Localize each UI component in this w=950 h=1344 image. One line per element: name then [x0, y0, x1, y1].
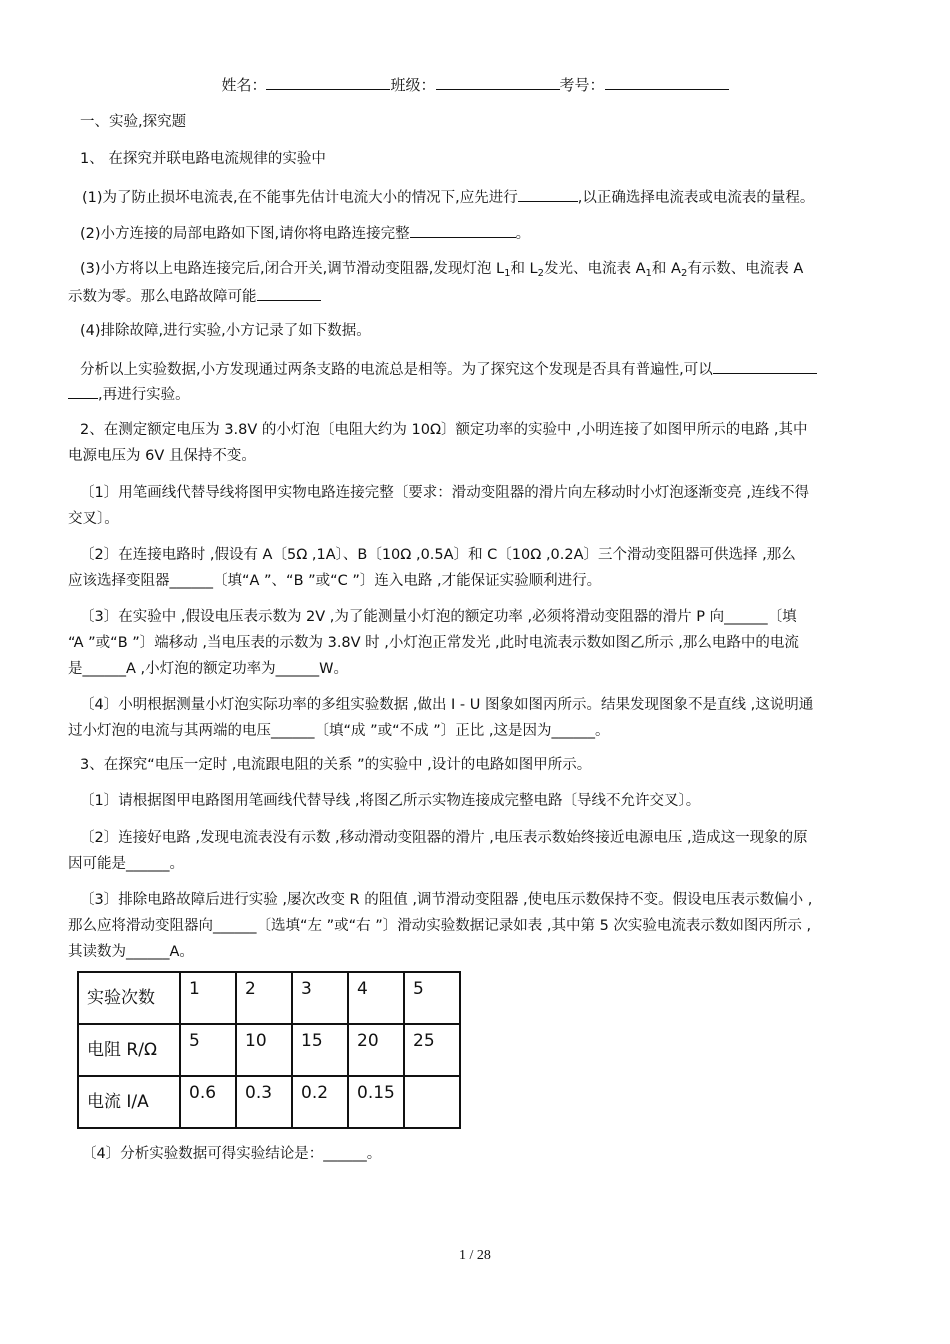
table-cell: 10: [236, 1024, 292, 1076]
q2-step4-line2: 过小灯泡的电流与其两端的电压______〔填“成 ”或“不成 ”〕正比 ,这是因为______。: [68, 723, 610, 739]
q3-intro: 3、在探究“电压一定时 ,电流跟电阻的关系 ”的实验中 ,设计的电路如图甲所示。: [80, 757, 592, 773]
q1-part1-blank[interactable]: [518, 186, 578, 202]
q3-step3-line2: 那么应将滑动变阻器向______〔选填“左 ”或“右 ”〕滑动实验数据记录如表 ,其中第 5 次实验电流表示数如图丙所示 ,: [68, 918, 812, 934]
table-cell: 1: [180, 972, 236, 1024]
table-cell: 电流 I/A: [78, 1076, 180, 1128]
q1-part2-text-b: 。: [515, 226, 531, 242]
table-cell: [404, 1076, 460, 1128]
q1-part5-line1: [80, 358, 817, 380]
table-row: [78, 1076, 460, 1128]
q1-part3-text-a: (3)小方将以上电路连接完后,闭合开关,调节滑动变阻器,发现灯泡 L: [80, 261, 505, 277]
q1-part5-line2: [68, 383, 190, 405]
table-cell: 0.6: [180, 1076, 236, 1128]
name-blank[interactable]: [266, 74, 390, 90]
q2-step3-line3: 是______A ,小灯泡的额定功率为______W。: [68, 661, 348, 677]
q1-part3-line1: [80, 259, 803, 279]
table-cell: 电阻 R/Ω: [78, 1024, 180, 1076]
q2-step1-line1: 〔1〕用笔画线代替导线将图甲实物电路连接完整〔要求：滑动变阻器的滑片向左移动时小灯泡逐渐变亮 ,连线不得: [80, 485, 809, 501]
q3-step3-line1: 〔3〕排除电路故障后进行实验 ,屡次改变 R 的阻值 ,调节滑动变阻器 ,使电压示数保持不变。假设电压表示数偏小 ,: [80, 892, 813, 908]
q1-part3-text-c: 发光、电流表 A: [544, 261, 646, 277]
q2-step4-line1: 〔4〕小明根据测量小灯泡实际功率的多组实验数据 ,做出 I - U 图象如图丙所示。结果发现图象不是直线 ,这说明通: [80, 697, 814, 713]
table-cell: 20: [348, 1024, 404, 1076]
q1-part5-text-b: ,再进行实验。: [98, 387, 190, 403]
q1-part4: (4)排除故障,进行实验,小方记录了如下数据。: [80, 323, 371, 339]
q1-part3-blank[interactable]: [257, 285, 321, 301]
exam-number-label: 考号：: [559, 76, 605, 94]
q1-part5-blank-cont[interactable]: [68, 383, 98, 399]
q2-step2-line2: 应该选择变阻器______〔填“A ”、“B ”或“C ”〕连入电路 ,才能保证实验顺利进行。: [68, 573, 602, 589]
table-cell: 实验次数: [78, 972, 180, 1024]
q3-step1: 〔1〕请根据图甲电路图用笔画线代替导线 ,将图乙所示实物连接成完整电路〔导线不允许交叉〕。: [80, 793, 701, 809]
student-info-header: [0, 74, 950, 95]
q1-part2-text-a: (2)小方连接的局部电路如下图,请你将电路连接完整: [80, 226, 410, 242]
subscript: 1: [645, 268, 652, 279]
q1-part1: [82, 186, 814, 208]
table-cell: 25: [404, 1024, 460, 1076]
q2-step3-line1: 〔3〕在实验中 ,假设电压表示数为 2V ,为了能测量小灯泡的额定功率 ,必须将滑动变阻器的滑片 P 向______〔填: [80, 609, 797, 625]
q1-part1-text-b: ,以正确选择电流表或电流表的量程。: [577, 190, 815, 206]
table-cell: 15: [292, 1024, 348, 1076]
page-number: 1 / 28: [459, 1248, 491, 1263]
q2-step1-line2: 交叉〕。: [68, 511, 119, 527]
table-cell: 0.15: [348, 1076, 404, 1128]
q2-intro-line1: 2、在测定额定电压为 3.8V 的小灯泡〔电阻大约为 10Ω〕额定功率的实验中 ,小明连接了如图甲所示的电路 ,其中: [80, 422, 808, 438]
class-blank[interactable]: [436, 74, 560, 90]
q3-step3-line3: 其读数为______A。: [68, 944, 194, 960]
q1-part2-blank[interactable]: [410, 222, 516, 238]
q1-part3-text-b: 和 L: [510, 261, 538, 277]
q3-step4: 〔4〕分析实验数据可得实验结论是：______。: [82, 1146, 382, 1162]
q1-part5-text-a: 分析以上实验数据,小方发现通过两条支路的电流总是相等。为了探究这个发现是否具有普遍性,可以: [80, 362, 713, 378]
q1-part1-text-a: (1)为了防止损坏电流表,在不能事先估计电流大小的情况下,应先进行: [82, 190, 518, 206]
q2-step2-line1: 〔2〕在连接电路时 ,假设有 A〔5Ω ,1A〕、B〔10Ω ,0.5A〕和 C〔10Ω ,0.2A〕三个滑动变阻器可供选择 ,那么: [80, 547, 796, 563]
table-cell: 0.2: [292, 1076, 348, 1128]
q1-part3-text-f: 示数为零。那么电路故障可能: [68, 289, 257, 305]
table-cell: 2: [236, 972, 292, 1024]
table-row: [78, 1024, 460, 1076]
table-row: [78, 972, 460, 1024]
q3-step2-line2: 因可能是______。: [68, 856, 184, 872]
subscript: 1: [504, 268, 511, 279]
section-title: 一、实验,探究题: [80, 114, 187, 130]
table-cell: 3: [292, 972, 348, 1024]
q1-title: 1、 在探究并联电路电流规律的实验中: [80, 151, 326, 167]
table-cell: 5: [180, 1024, 236, 1076]
q1-part5-blank[interactable]: [713, 358, 817, 374]
subscript: 2: [680, 268, 688, 279]
name-label: 姓名：: [221, 76, 267, 94]
q1-part3-text-d: 和 A: [651, 261, 681, 277]
experiment-data-table: [77, 971, 461, 1129]
table-cell: 4: [348, 972, 404, 1024]
q1-part3-text-e: 有示数、电流表 A: [687, 261, 804, 277]
table-cell: 0.3: [236, 1076, 292, 1128]
q2-intro-line2: 电源电压为 6V 且保持不变。: [68, 448, 256, 464]
q1-part3-line2: [68, 285, 321, 307]
exam-number-blank[interactable]: [605, 74, 729, 90]
class-label: 班级：: [390, 76, 436, 94]
subscript: 2: [537, 268, 544, 279]
q1-part2: [80, 222, 530, 244]
table-cell: 5: [404, 972, 460, 1024]
q2-step3-line2: “A ”或“B ”〕端移动 ,当电压表的示数为 3.8V 时 ,小灯泡正常发光 ,此时电流表示数如图乙所示 ,那么电路中的电流: [68, 635, 799, 651]
q3-step2-line1: 〔2〕连接好电路 ,发现电流表没有示数 ,移动滑动变阻器的滑片 ,电压表示数始终接近电源电压 ,造成这一现象的原: [80, 830, 808, 846]
